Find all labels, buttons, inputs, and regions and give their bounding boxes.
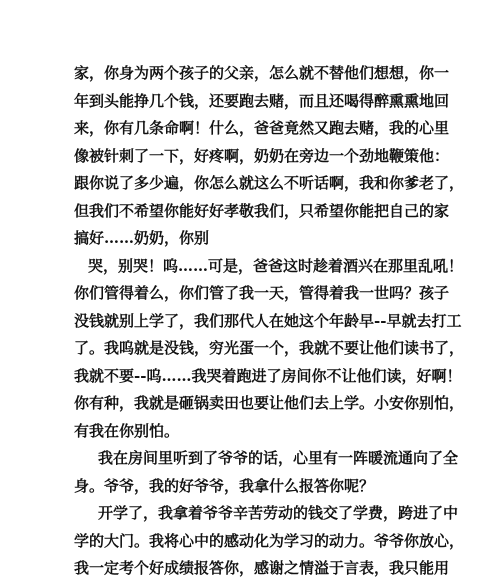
- text-line: 了。我呜就是没钱，穷光蛋一个，我就不要让他们读书了，: [74, 339, 465, 357]
- text-line: 我一定考个好成绩报答你，感谢之情溢于言表，我只能用: [74, 559, 450, 577]
- text-line: 但我们不希望你能好好孝敬我们，只希望你能把自己的家: [74, 201, 450, 220]
- text-line: 学的大门。我将心中的感动化为学习的动力。爷爷你放心，: [74, 531, 465, 550]
- text-line: 哭，别哭！呜……可是，爸爸这时趁着酒兴在那里乱吼！: [88, 256, 464, 275]
- text-line: 家，你身为两个孩子的父亲，怎么就不替他们想想，你一: [74, 64, 450, 82]
- text-line: 你们管得着么，你们管了我一天，管得着我一世吗？孩子: [74, 284, 450, 302]
- text-line: 我就不要--呜……我哭着跑进了房间你不让他们读，好啊！: [74, 366, 462, 385]
- document-body: [74, 60, 465, 583]
- text-line: 搞好……奶奶，你别: [74, 229, 210, 247]
- text-line: 没钱就别上学了，我们那代人在她这个年龄早--早就去打工: [74, 311, 462, 330]
- text-line: 有我在你别怕。: [74, 421, 180, 440]
- text-line: 来，你有几条命啊！什么，爸爸竟然又跑去赌，我的心里: [74, 119, 450, 137]
- text-line: 跟你说了多少遍，你怎么就这么不听话啊，我和你爹老了，: [74, 174, 465, 192]
- text-line: 你有种，我就是砸锅卖田也要让他们去上学。小安你别怕，: [74, 394, 465, 412]
- text-line: 像被针刺了一下，好疼啊，奶奶在旁边一个劲地鞭策他：: [74, 146, 450, 165]
- text-line: 年到头能挣几个钱，还要跑去赌，而且还喝得醉熏熏地回: [74, 91, 450, 110]
- text-line: 我在房间里听到了爷爷的话，心里有一阵暖流通向了全: [98, 449, 459, 467]
- text-line: 开学了，我拿着爷爷辛苦劳动的钱交了学费，跨进了中: [98, 504, 459, 522]
- text-line: 身。爷爷，我的好爷爷，我拿什么报答你呢？: [74, 476, 375, 495]
